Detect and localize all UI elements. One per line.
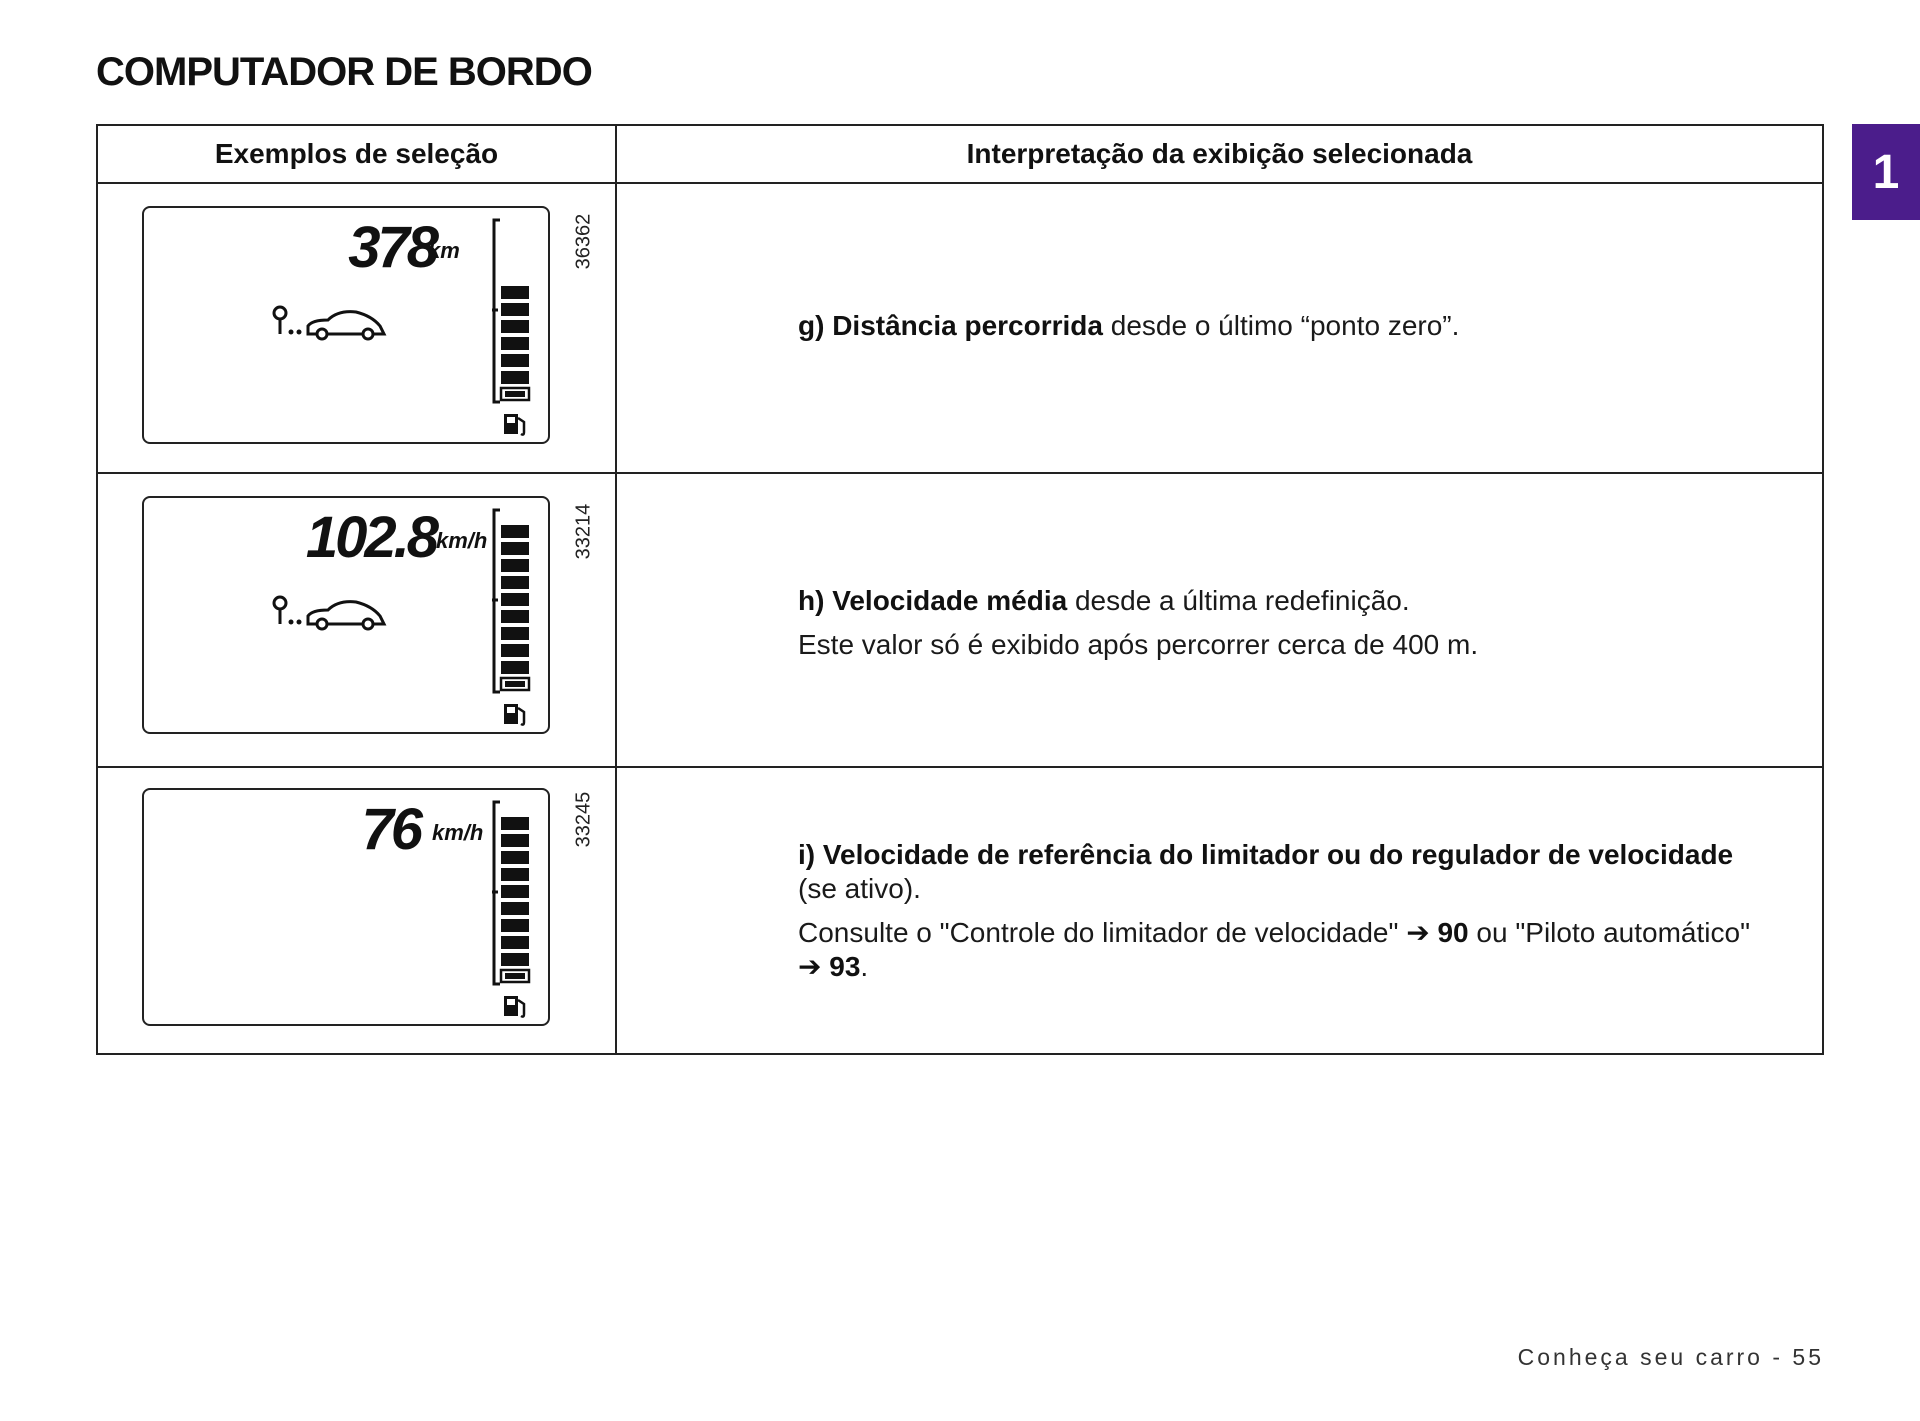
description-lead: h) Velocidade média (798, 585, 1068, 616)
display-unit: km (428, 238, 460, 263)
fuel-bar (501, 834, 529, 847)
reference-end: . (860, 951, 869, 982)
arrow-icon: ➔ (1406, 917, 1430, 948)
fuel-bar (501, 525, 529, 538)
fuel-pump-window (507, 999, 515, 1005)
fuel-bar (501, 371, 529, 384)
description-reference (798, 916, 1758, 984)
trip-car-icon (272, 594, 388, 634)
fuel-bar (501, 817, 529, 830)
header-examples: Exemplos de seleção (214, 138, 499, 169)
fuel-bar (501, 559, 529, 572)
fuel-bar (501, 269, 529, 282)
fuel-bar (501, 337, 529, 350)
fuel-bar (501, 610, 529, 623)
description-text: desde a última redefinição. (1067, 585, 1410, 616)
lcd-display (142, 496, 550, 734)
lcd-display (142, 788, 550, 1026)
fuel-bar (501, 919, 529, 932)
description-lead: g) Distância percorrida (798, 310, 1103, 341)
description-lead: i) Velocidade de referência do limitador ou do regulador de velocidade (798, 839, 1734, 870)
fuel-bar (501, 235, 529, 248)
fuel-bar (501, 252, 529, 265)
fuel-pump-window (507, 707, 515, 713)
description (798, 309, 1758, 353)
fuel-bar-fill (505, 973, 525, 979)
fuel-bar (501, 593, 529, 606)
figure-code: 36362 (572, 213, 595, 270)
fuel-bar (501, 851, 529, 864)
fuel-bar (501, 936, 529, 949)
description (798, 584, 1758, 672)
display-value: 102.8 (305, 505, 436, 570)
description-text: desde o último “ponto zero”. (1102, 310, 1460, 341)
fuel-gauge (492, 218, 536, 440)
description-text: (se ativo). (798, 873, 921, 904)
reference-text: Consulte o "Controle do limitador de velocidade" (798, 917, 1399, 948)
table-row (98, 768, 1822, 1055)
fuel-pump-window (507, 417, 515, 423)
fuel-bar (501, 953, 529, 966)
fuel-gauge (492, 800, 536, 1022)
page-title: COMPUTADOR DE BORDO (96, 50, 592, 94)
figure-code: 33245 (572, 791, 595, 848)
fuel-bar (501, 320, 529, 333)
reference-text: ou "Piloto automático" (1468, 917, 1751, 948)
fuel-pump-hose (518, 418, 524, 435)
chapter-tab: 1 (1852, 124, 1920, 220)
page-reference-link[interactable]: 93 (829, 951, 861, 982)
fuel-bar (501, 885, 529, 898)
description (798, 838, 1758, 994)
fuel-bar (501, 576, 529, 589)
fuel-bar (501, 354, 529, 367)
table-row (98, 474, 1822, 766)
figure-code: 33214 (572, 503, 595, 560)
table-row (98, 184, 1822, 472)
fuel-pump-hose (518, 1000, 524, 1017)
display-unit: km/h (436, 528, 488, 553)
page-reference-link[interactable]: 90 (1437, 917, 1469, 948)
page-footer: Conheça seu carro - 55 (1517, 1344, 1824, 1370)
fuel-gauge (492, 508, 536, 730)
fuel-bar (501, 303, 529, 316)
fuel-bar-fill (505, 681, 525, 687)
fuel-bar-fill (505, 391, 525, 397)
arrow-icon: ➔ (798, 951, 822, 982)
selection-table (96, 124, 1824, 1055)
trip-car-icon (272, 304, 388, 344)
fuel-pump-hose (518, 708, 524, 725)
fuel-bar (501, 661, 529, 674)
display-unit: km/h (432, 820, 484, 845)
description-note: Este valor só é exibido após percorrer cerca de 400 m. (798, 629, 1479, 660)
display-value: 76 (361, 797, 420, 862)
fuel-bar (501, 902, 529, 915)
fuel-bar (501, 627, 529, 640)
fuel-bar (501, 542, 529, 555)
display-value: 378 (348, 215, 436, 280)
fuel-bar (501, 286, 529, 299)
fuel-bar (501, 868, 529, 881)
header-interpretation: Interpretação da exibição selecionada (966, 138, 1473, 169)
lcd-display (142, 206, 550, 444)
fuel-bar (501, 644, 529, 657)
